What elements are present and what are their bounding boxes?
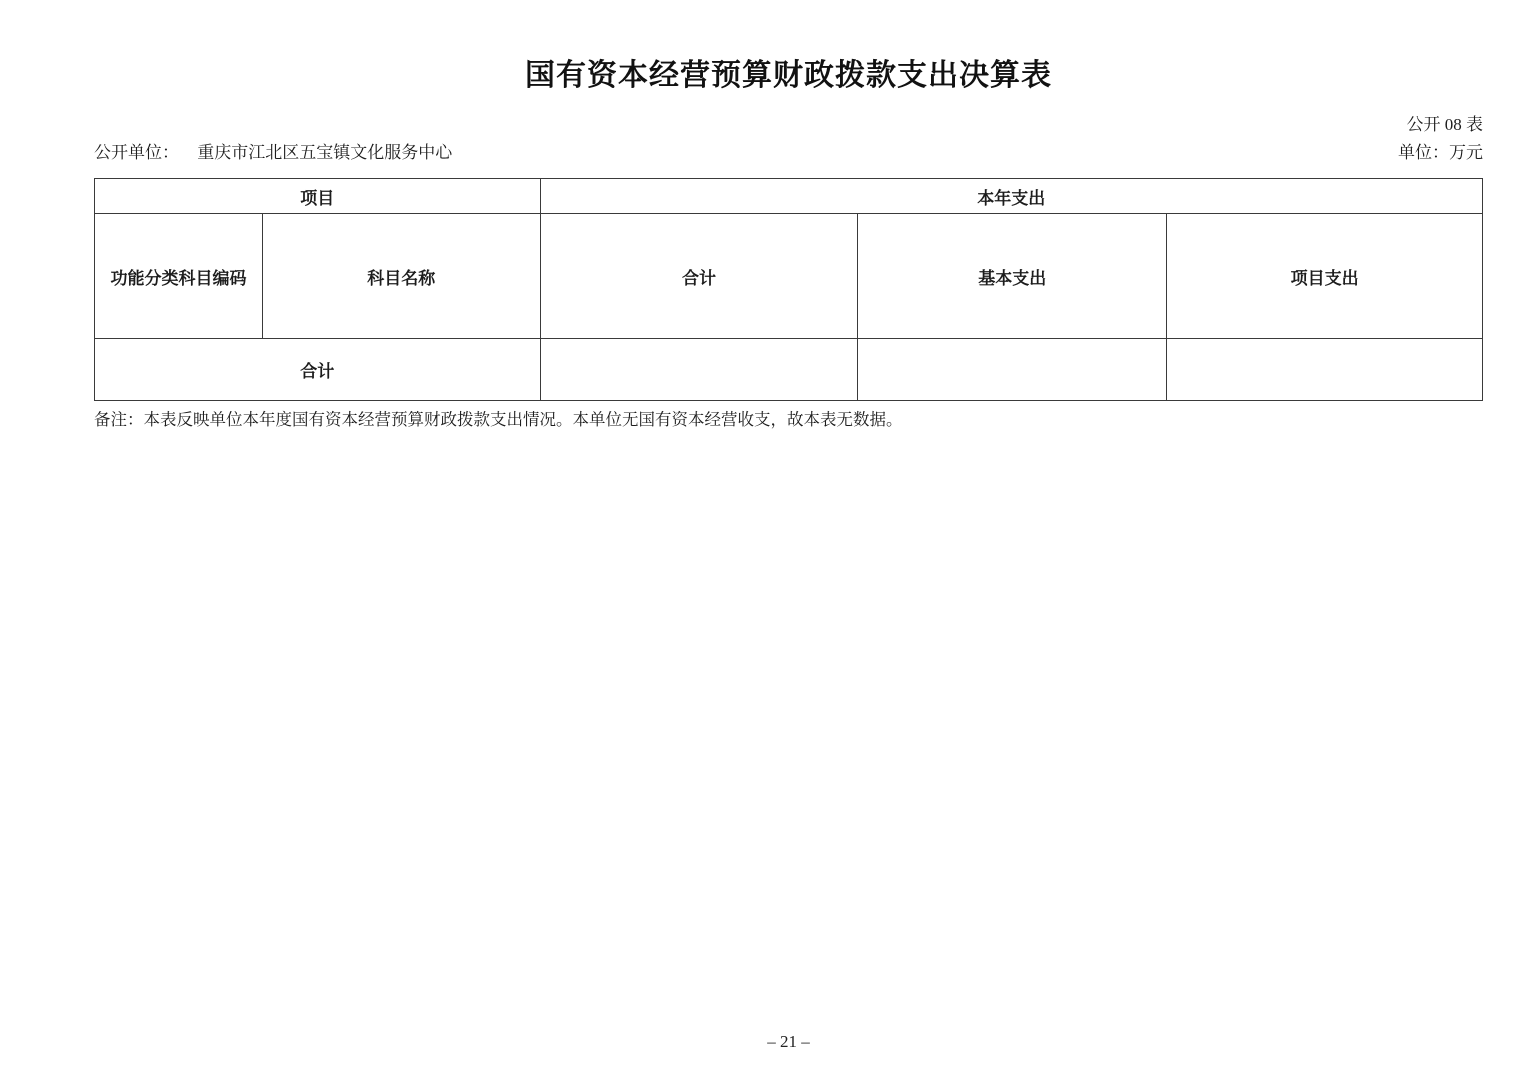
meta-row	[94, 142, 1483, 164]
table-column-header-row	[95, 214, 1483, 339]
col-header-total: 合计	[540, 214, 858, 339]
expenditure-table	[94, 178, 1483, 401]
table-row-total	[95, 339, 1483, 401]
col-header-subject-name: 科目名称	[262, 214, 540, 339]
page-title: 国有资本经营预算财政拨款支出决算表	[525, 59, 1052, 92]
disclosing-unit-name: 重庆市江北区五宝镇文化服务中心	[197, 143, 453, 162]
cell-project-expenditure-value	[1167, 339, 1483, 401]
remark-note: 备注：本表反映单位本年度国有资本经营预算财政拨款支出情况。本单位无国有资本经营收支，故本表无数据。	[94, 410, 903, 429]
document-page	[94, 0, 1483, 432]
disclosing-unit-label: 公开单位：	[94, 143, 179, 162]
table-group-header-row	[95, 179, 1483, 214]
cell-basic-expenditure-value	[858, 339, 1167, 401]
disclosing-unit	[94, 142, 452, 164]
cell-total-value	[540, 339, 858, 401]
row-label-total: 合计	[95, 339, 541, 401]
col-header-project-expenditure: 项目支出	[1167, 214, 1483, 339]
group-header-project: 项目	[95, 179, 541, 214]
col-header-function-class-code: 功能分类科目编码	[95, 214, 263, 339]
table-code-label: 公开 08 表	[1406, 115, 1483, 134]
group-header-current-year-expenditure: 本年支出	[540, 179, 1482, 214]
page-number: – 21 –	[767, 1032, 810, 1051]
col-header-basic-expenditure: 基本支出	[858, 214, 1167, 339]
currency-unit-label: 单位：万元	[1398, 143, 1483, 162]
